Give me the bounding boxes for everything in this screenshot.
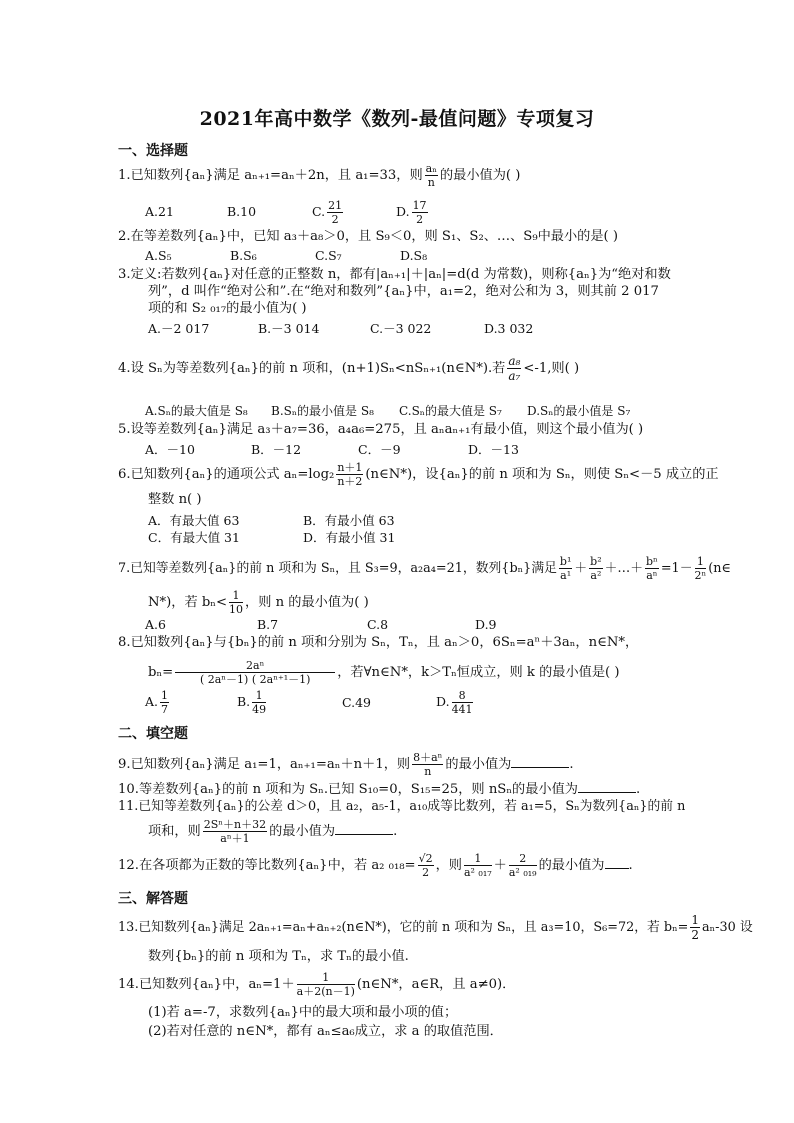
question-7-line-2: N*)，若 bₙ< $\frac{1}{10}$ ，则 n 的最小值为( ) [148,589,369,616]
option-b: B．－12 [251,442,302,457]
question-14-part-2: (2)若对任意的 n∈N*，都有 aₙ≤a₆成立，求 a 的取值范围． [148,1024,503,1039]
question-1-fraction: $\frac{\text{aₙ}}{n}$ [425,162,437,189]
option-a: A. $\frac{1}{7}$ [145,689,169,716]
option-c: C.S₇ [315,248,342,263]
option-a: A.S₅ [145,248,172,263]
answer-blank [335,822,393,835]
option-a: A．有最大值 63 [148,513,240,528]
question-10: 10.等差数列{aₙ}的前 n 项和为 Sₙ.已知 S₁₀=0，S₁₅=25，则 nSₙ的最小值为 . [118,782,641,797]
option-b: B.10 [227,204,257,219]
question-5-options [145,440,519,458]
option-a: A．－10 [145,442,195,457]
option-b: B.Sₙ的最小值是 S₈ [271,404,374,418]
option-d: D．－13 [468,442,519,457]
option-c: C. $\frac{21}{2}$ [312,199,343,226]
question-2-options [145,248,427,263]
question-4: 4.设 Sₙ为等差数列{aₙ}的前 n 项和，(n+1)Sₙ<nSₙ₊₁(n∈N*).若 $\frac{\text{a₈}}{\text{a₇}}$ <-1,则( ) [118,354,580,383]
option-d: D.S₈ [400,248,428,263]
question-3-line-3: 项的和 S₂ ₀₁₇的最小值为( ) [148,301,307,316]
option-c: C．－9 [358,442,401,457]
question-3-line-2: 列”，d 叫作“绝对公和”.在“绝对和数列”{aₙ}中，a₁=2，绝对公和为 3，则其前 2 017 [148,284,659,299]
option-d: D．有最小值 31 [303,530,396,545]
answer-blank [511,755,569,768]
question-6-options-row-1 [148,511,395,529]
question-6-fraction: $\frac{n+1}{n+2}$ [337,461,363,488]
question-1-text: 1.已知数列{aₙ}满足 aₙ₊₁=aₙ＋2n，且 a₁=33，则 [118,168,423,183]
answer-blank [605,856,629,869]
section-heading-solve: 三、解答题 [118,891,188,907]
question-14-part-1: (1)若 a=-7，求数列{aₙ}中的最大项和最小项的值； [148,1005,458,1020]
question-1-options [145,200,430,225]
question-1: 1.已知数列{aₙ}满足 aₙ₊₁=aₙ＋2n，且 a₁=33，则 $\frac{\text{aₙ}}{n}$ 的最小值为( ) [118,162,521,189]
section-heading-fill: 二、填空题 [118,726,188,742]
question-3-options [148,319,533,337]
question-11-line-2: 项和，则 $\frac{\text{2Sⁿ＋n＋32}}{\text{aⁿ＋1}}$ 的最小值为 . [148,818,398,845]
question-14: 14.已知数列{aₙ}中，aₙ=1＋ $\frac{1}{a+2(n-1)}$ (n∈N*，a∈R，且 a≠0)． [118,971,516,998]
question-8-options [145,690,475,715]
question-6: 6.已知数列{aₙ}的通项公式 aₙ=log₂ $\frac{n+1}{n+2}$ (n∈N*)，设{aₙ}的前 n 项和为 Sₙ，则使 Sₙ<－5 成立的正 [118,461,719,488]
question-6-line-2: 整数 n( ) [148,492,202,507]
option-b: B. $\frac{1}{49}$ [237,689,267,716]
question-3-line-1: 3.定义:若数列{aₙ}对任意的正整数 n，都有|aₙ₊₁|＋|aₙ|=d(d 为常数)，则称{aₙ}为“绝对和数 [118,267,671,282]
option-a: A.6 [145,617,166,632]
question-2: 2.在等差数列{aₙ}中，已知 a₃＋a₈＞0，且 S₉＜0，则 S₁、S₂、…、S₉中最小的是( ) [118,229,619,244]
option-a: A.－2 017 [148,321,210,336]
option-d: D.3 032 [484,321,534,336]
option-d: D.9 [475,617,497,632]
page-title: 2021年高中数学《数列-最值问题》专项复习 [199,108,595,130]
question-7-options [145,617,497,632]
question-5: 5.设等差数列{aₙ}满足 a₃＋a₇=36，a₄a₆=275，且 aₙaₙ₊₁有最小值，则这个最小值为( ) [118,422,644,437]
question-11: 11.已知等差数列{aₙ}的公差 d＞0，且 a₂，a₅-1，a₁₀成等比数列，若 a₁=5，Sₙ为数列{aₙ}的前 n [118,799,686,814]
question-9: 9.已知数列{aₙ}满足 a₁=1，aₙ₊₁=aₙ＋n＋1，则 $\frac{\text{8＋aⁿ}}{n}$ 的最小值为 . [118,751,574,778]
question-4-fraction: $\frac{\text{a₈}}{\text{a₇}}$ [508,354,521,383]
option-c: C.8 [367,617,389,632]
question-7: 7.已知等差数列{aₙ}的前 n 项和为 Sₙ，且 S₃=9，a₂a₄=21，数列{bₙ}满足 $\frac{\text{b¹}}{\text{a¹}}$ ＋ $\frac{\text{b²}}{\text{a²}}$ ＋…＋ $\frac{\text{bⁿ}}{\text{aⁿ}}$ =1－ $\frac{1}{\text{2ⁿ}}$ (n∈ [118,555,731,582]
question-8: 8.已知数列{aₙ}与{bₙ}的前 n 项和分别为 Sₙ，Tₙ，且 aₙ＞0，6Sₙ=aⁿ＋3aₙ，n∈N*， [118,635,639,650]
option-d: D. $\frac{17}{2}$ [396,199,427,226]
option-d: D.Sₙ的最小值是 S₇ [527,404,631,418]
option-b: B．有最小值 63 [303,513,395,528]
option-c: C.－3 022 [370,321,432,336]
option-a: A.Sₙ的最大值是 S₈ [145,404,248,418]
section-heading-choice: 一、选择题 [118,143,188,159]
question-13: 13.已知数列{aₙ}满足 2aₙ₊₁=aₙ+aₙ₊₂(n∈N*)，它的前 n 项和为 Sₙ，且 a₃=10，S₆=72，若 bₙ= $\frac{1}{2}$ aₙ-30 设 [118,913,753,942]
answer-blank [578,780,636,793]
option-c: C．有最大值 31 [148,530,240,545]
option-c: C.49 [342,695,371,710]
option-d: D. $\frac{8}{441}$ [436,689,473,716]
option-c: C.Sₙ的最大值是 S₇ [399,404,502,418]
option-b: B.7 [257,617,279,632]
question-12: 12.在各项都为正数的等比数列{aₙ}中，若 a₂ ₀₁₈= $\frac{√2}{2}$ ，则 $\frac{1}{\text{a² ₀₁₇}}$ ＋ $\frac{2}{\text{a² ₀₁₉}}$ 的最小值为 . [118,852,633,879]
option-b: B.－3 014 [258,321,320,336]
option-b: B.S₆ [230,248,257,263]
question-13-line-2: 数列{bₙ}的前 n 项和为 Tₙ，求 Tₙ的最小值. [148,949,409,964]
question-6-options-row-2 [148,528,395,546]
question-4-options [145,402,630,419]
question-8-line-2: bₙ= $\frac{\text{2aⁿ}}{\text{( 2aⁿ－1) ( 2aⁿ⁺¹－1)}}$ ，若∀n∈N*，k＞Tₙ恒成立，则 k 的最小值是( ) [148,659,620,686]
option-a: A.21 [145,204,174,219]
